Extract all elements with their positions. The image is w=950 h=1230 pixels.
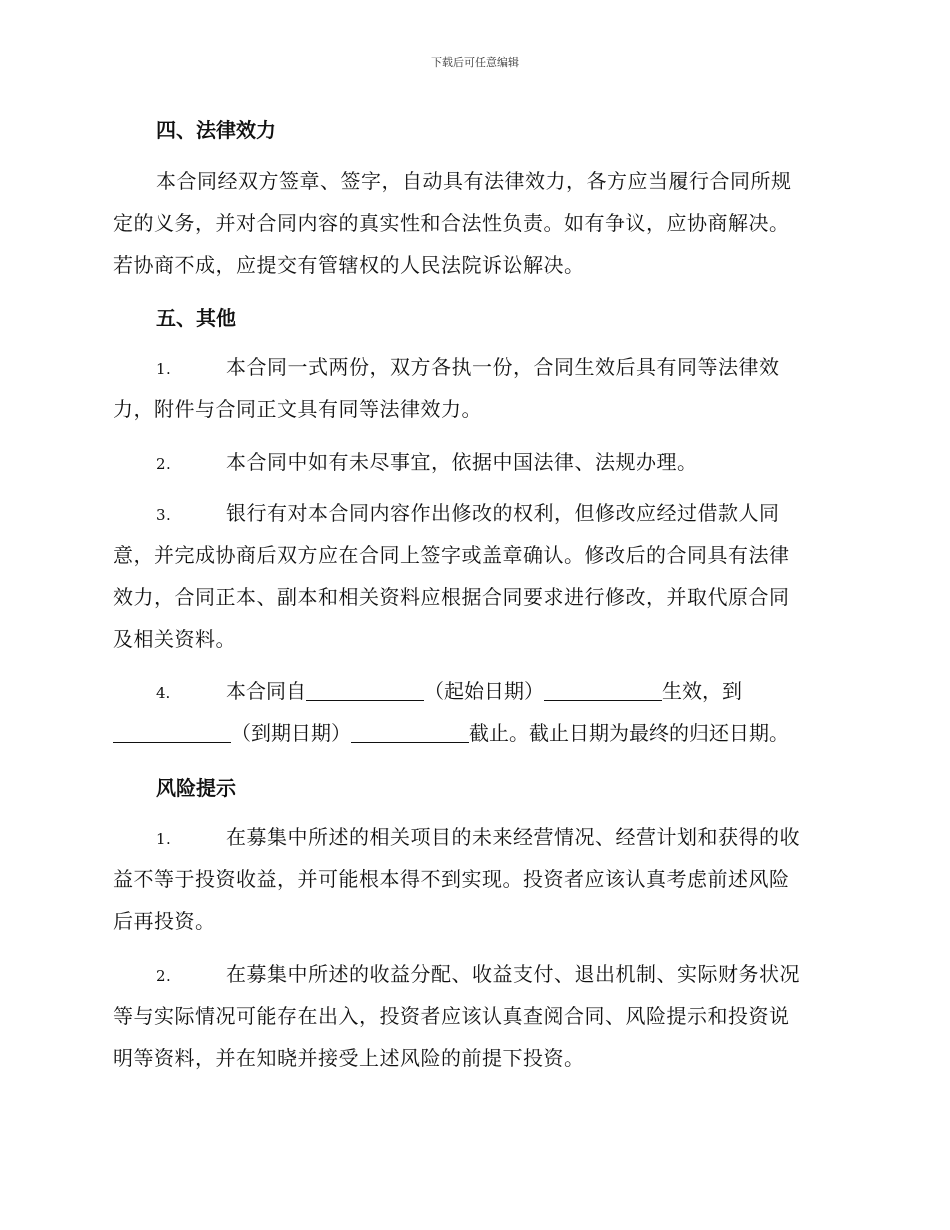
paragraph-line	[113, 160, 833, 202]
section-heading-risk: 风险提示	[156, 776, 236, 800]
line-text: 本合同一式两份，双方各执一份，合同生效后具有同等法律效	[226, 355, 780, 379]
line-text: 生效，到	[662, 679, 742, 703]
list-item-other-4	[113, 670, 833, 754]
line-text: 截止。截止日期为最终的归还日期。	[469, 721, 789, 745]
paragraph-line: 明等资料，并在知晓并接受上述风险的前提下投资。	[113, 1046, 585, 1070]
paragraph-line	[113, 816, 833, 858]
paragraph-line	[113, 670, 833, 712]
paragraph-legal-effect	[113, 160, 833, 286]
paragraph-line	[113, 492, 833, 534]
paragraph-line: 若协商不成，应提交有管辖权的人民法院诉讼解决。	[113, 253, 585, 277]
blank-end-date-2	[351, 722, 469, 743]
blank-end-date	[113, 722, 231, 743]
item-number: 2.	[156, 967, 172, 985]
line-text: 本合同自	[226, 679, 306, 703]
section-heading-other: 五、其他	[156, 306, 236, 330]
header-note: 下载后可任意编辑	[431, 56, 519, 69]
paragraph-line	[113, 712, 833, 754]
line-text: （起始日期）	[424, 679, 544, 703]
item-number: 2.	[156, 455, 172, 473]
list-item-other-3	[113, 492, 833, 660]
item-number: 4.	[156, 684, 171, 702]
item-number: 3.	[156, 506, 172, 524]
item-number: 1.	[156, 360, 172, 378]
line-text: 在募集中所述的收益分配、收益支付、退出机制、实际财务状况	[226, 962, 800, 986]
list-item-risk-2	[113, 953, 833, 1079]
paragraph-line	[113, 441, 833, 483]
paragraph-line	[113, 346, 833, 388]
line-text: 本合同经双方签章、签字，自动具有法律效力，各方应当履行合同所规	[156, 169, 792, 193]
list-item-risk-1	[113, 816, 833, 942]
list-item-other-2	[113, 441, 833, 483]
list-item-other-1	[113, 346, 833, 430]
paragraph-line: 等与实际情况可能存在出入，投资者应该认真查阅合同、风险提示和投资说	[113, 1004, 790, 1028]
paragraph-line: 力，附件与合同正文具有同等法律效力。	[113, 397, 482, 421]
item-number: 1.	[156, 830, 172, 848]
section-heading-legal-effect: 四、法律效力	[156, 118, 276, 142]
paragraph-line: 定的义务，并对合同内容的真实性和合法性负责。如有争议，应协商解决。	[113, 211, 790, 235]
line-text: 在募集中所述的相关项目的未来经营情况、经营计划和获得的收	[226, 825, 800, 849]
paragraph-line: 益不等于投资收益，并可能根本得不到实现。投资者应该认真考虑前述风险	[113, 867, 790, 891]
line-text: 银行有对本合同内容作出修改的权利，但修改应经过借款人同	[226, 501, 780, 525]
blank-start-date	[306, 680, 424, 701]
line-text: （到期日期）	[231, 721, 351, 745]
blank-start-date-2	[544, 680, 662, 701]
line-text: 本合同中如有未尽事宜，依据中国法律、法规办理。	[226, 450, 698, 474]
paragraph-line: 后再投资。	[113, 909, 216, 933]
paragraph-line: 效力，合同正本、副本和相关资料应根据合同要求进行修改，并取代原合同	[113, 585, 790, 609]
paragraph-line: 及相关资料。	[113, 627, 236, 651]
paragraph-line	[113, 953, 833, 995]
paragraph-line: 意，并完成协商后双方应在合同上签字或盖章确认。修改后的合同具有法律	[113, 543, 790, 567]
